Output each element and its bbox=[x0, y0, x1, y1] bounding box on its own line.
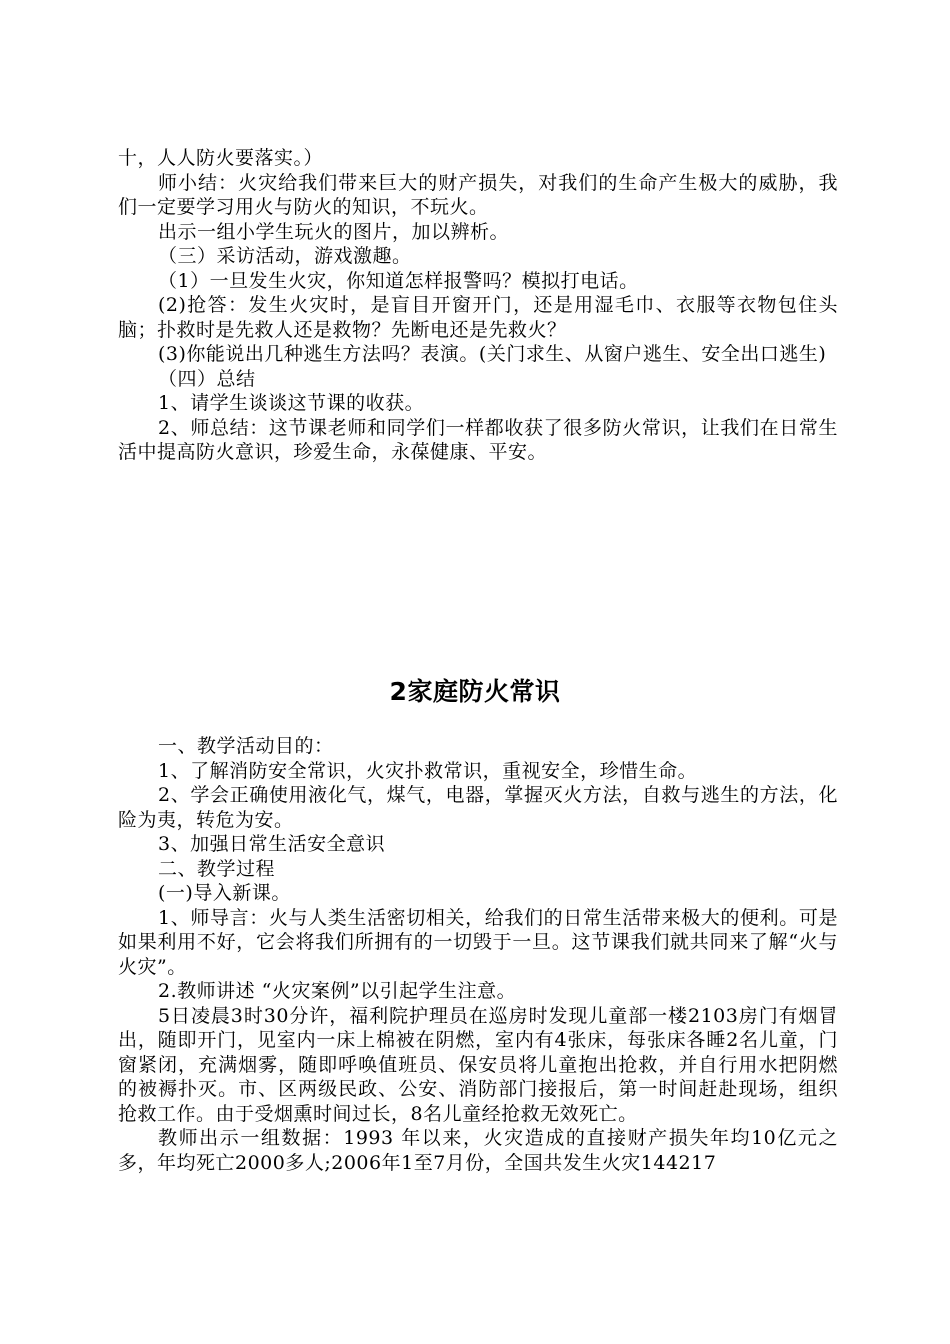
paragraph: 二、教学过程 bbox=[158, 857, 276, 880]
paragraph: 十，人人防火要落实。） bbox=[118, 147, 324, 169]
paragraph: 2、学会正确使用液化气，煤气，电器，掌握灭火方法，自救与逃生的方法，化险为夷，转危为安。 bbox=[118, 784, 838, 831]
section-1-body bbox=[118, 146, 838, 465]
paragraph: (3)你能说出几种逃生方法吗？表演。(关门求生、从窗户逃生、安全出口逃生) bbox=[158, 343, 827, 365]
paragraph: 2、师总结：这节课老师和同学们一样都收获了很多防火常识，让我们在日常生活中提高防火意识，珍爱生命，永葆健康、平安。 bbox=[118, 416, 838, 463]
section-2-body bbox=[118, 734, 838, 1175]
paragraph: 5日凌晨3时30分许，福利院护理员在巡房时发现儿童部一楼2103房门有烟冒出，随即开门，见室内一床上棉被在阴燃，室内有4张床，每张床各睡2名儿童，门窗紧闭，充满烟雾，随即呼唤值班员、保安员将儿童抱出抢救，并自行用水把阴燃的被褥扑灭。市、区两级民政、公安、消防部门接报后，第一时间赶赴现场，组织抢救工作。由于受烟熏时间过长，8名儿童经抢救无效死亡。 bbox=[118, 1004, 838, 1125]
paragraph: 教师出示一组数据：1993 年以来，火灾造成的直接财产损失年均10亿元之多，年均死亡2000多人;2006年1至7月份，全国共发生火灾144217 bbox=[118, 1127, 838, 1174]
paragraph: 一、教学活动目的： bbox=[158, 735, 334, 757]
paragraph: 1、了解消防安全常识，火灾扑救常识，重视安全，珍惜生命。 bbox=[158, 759, 698, 782]
paragraph: 1、师导言：火与人类生活密切相关，给我们的日常生活带来极大的便利。可是如果利用不好，它会将我们所拥有的一切毁于一旦。这节课我们就共同来了解“火与火灾”。 bbox=[118, 906, 838, 978]
paragraph: 1、请学生谈谈这节课的收获。 bbox=[158, 392, 425, 414]
paragraph: （1）一旦发生火灾，你知道怎样报警吗？模拟打电话。 bbox=[158, 269, 639, 292]
paragraph: (2)抢答：发生火灾时，是盲目开窗开门，还是用湿毛巾、衣服等衣物包住头脑；扑救时是先救人还是救物？先断电还是先救火？ bbox=[118, 294, 838, 341]
paragraph: （四）总结 bbox=[158, 367, 256, 390]
paragraph: 3、加强日常生活安全意识 bbox=[158, 833, 386, 855]
paragraph: 出示一组小学生玩火的图片，加以辨析。 bbox=[158, 220, 510, 243]
paragraph: 师小结：火灾给我们带来巨大的财产损失，对我们的生命产生极大的威胁，我们一定要学习用火与防火的知识，不玩火。 bbox=[118, 171, 838, 218]
section-2-title: 2家庭防火常识 bbox=[389, 677, 561, 706]
paragraph: （三）采访活动，游戏激趣。 bbox=[158, 245, 412, 267]
paragraph: (一)导入新课。 bbox=[158, 882, 291, 904]
paragraph: 2.教师讲述 “火灾案例”以引起学生注意。 bbox=[158, 980, 517, 1002]
